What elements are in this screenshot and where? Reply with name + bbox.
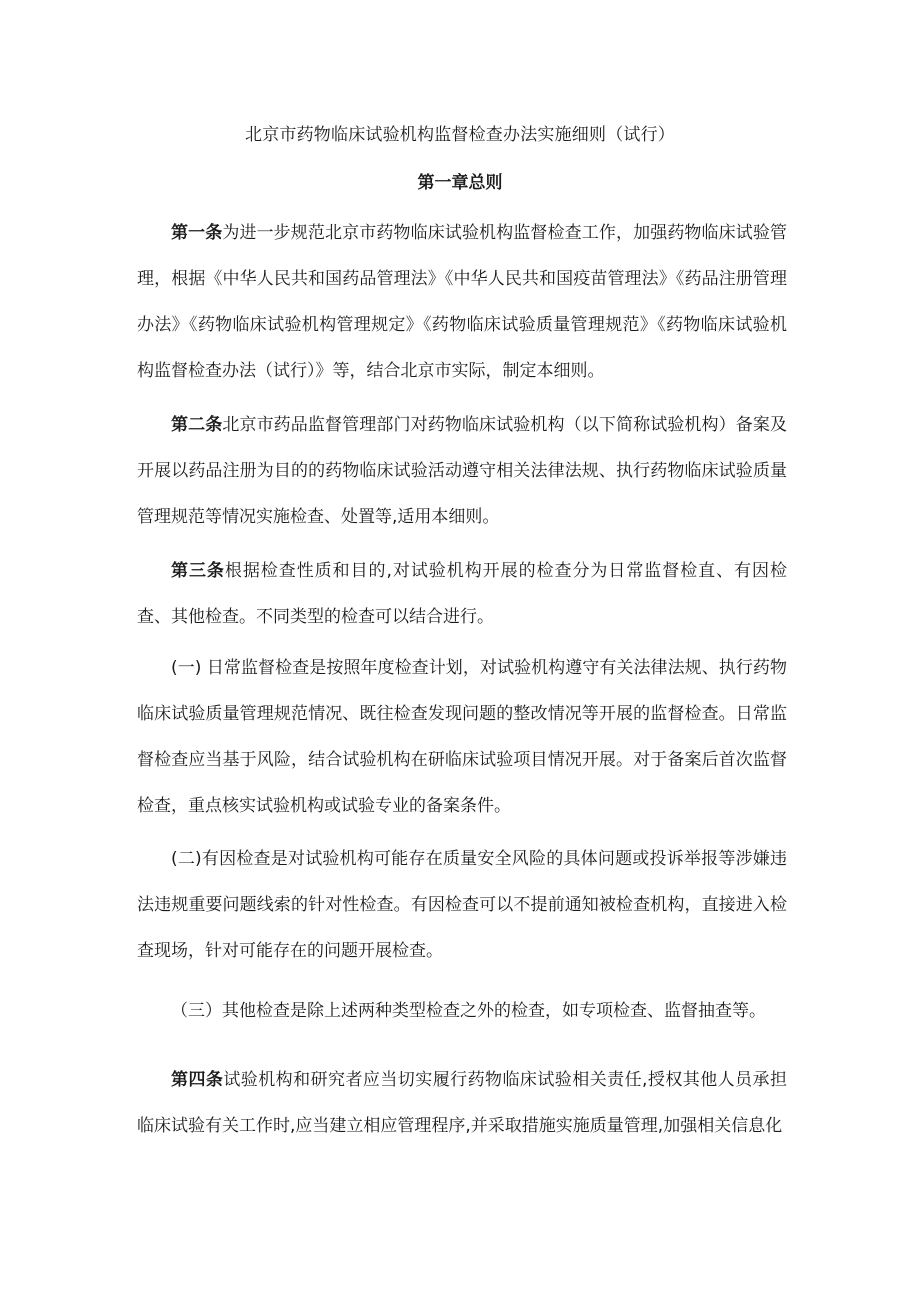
article-1-paragraph (137, 210, 787, 394)
clause-2-text: (二)有因检查是对试验机构可能存在质量安全风险的具体问题或投诉举报等涉嫌违法违规重要问题线索的针对性检查。有因检查可以不提前通知被检查机构，直接进入检查现场，针对可能存在的问题开展检查。 (137, 849, 787, 961)
clause-2-paragraph (137, 836, 787, 974)
clause-1-paragraph (137, 645, 787, 829)
article-3-lead: 第三条 (171, 561, 225, 581)
clause-3-paragraph (137, 988, 787, 1034)
article-4-lead: 第四条 (171, 1070, 224, 1090)
document-title: 北京市药物临床试验机构监督检查办法实施细则（试行） (245, 125, 675, 145)
clause-3-text: （三）其他检查是除上述两种类型检查之外的检查，如专项检查、监督抽查等。 (171, 1001, 766, 1021)
article-3-paragraph (137, 548, 787, 640)
article-3-text: 根据检查性质和目的,对试验机构开展的检查分为日常监督检直、有因检查、其他检查。不同类型的检查可以结合进行。 (137, 561, 788, 627)
article-4-text: 试验机构和研究者应当切实履行药物临床试验相关责任,授权其他人员承担临床试验有关工作时,应当建立相应管理程序,并采取措施实施质量管理,加强相关信息化 (137, 1070, 788, 1136)
article-2-paragraph (137, 402, 787, 540)
article-2-text: 北京市药品监督管理部门对药物临床试验机构（以下简称试验机构）备案及开展以药品注册为目的的药物临床试验活动遵守相关法律法规、执行药物临床试验质量管理规范等情况实施检查、处置等,适用本细则。 (137, 415, 787, 527)
chapter-title: 第一章总则 (417, 173, 503, 193)
clause-1-text: (一) 日常监督检查是按照年度检查计划，对试验机构遵守有关法律法规、执行药物临床试验质量管理规范情况、既往检查发现问题的整改情况等开展的监督检查。日常监督检查应当基于风险，结合试验机构在研临床试验项目情况开展。对于备案后首次监督检查，重点核实试验机构或试验专业的备案条件。 (137, 658, 787, 816)
article-1-text: 为进一步规范北京市药物临床试验机构监督检查工作，加强药物临床试验管理，根据《中华人民共和国药品管理法》《中华人民共和国疫苗管理法》《药品注册管理办法》《药物临床试验机构管理规定》《药物临床试验质量管理规范》《药物临床试验机构监督检查办法（试行）》等，结合北京市实际，制定本细则。 (137, 223, 787, 381)
article-2-lead: 第二条 (171, 415, 223, 435)
article-1-lead: 第一条 (171, 223, 223, 243)
article-4-paragraph (137, 1057, 787, 1149)
